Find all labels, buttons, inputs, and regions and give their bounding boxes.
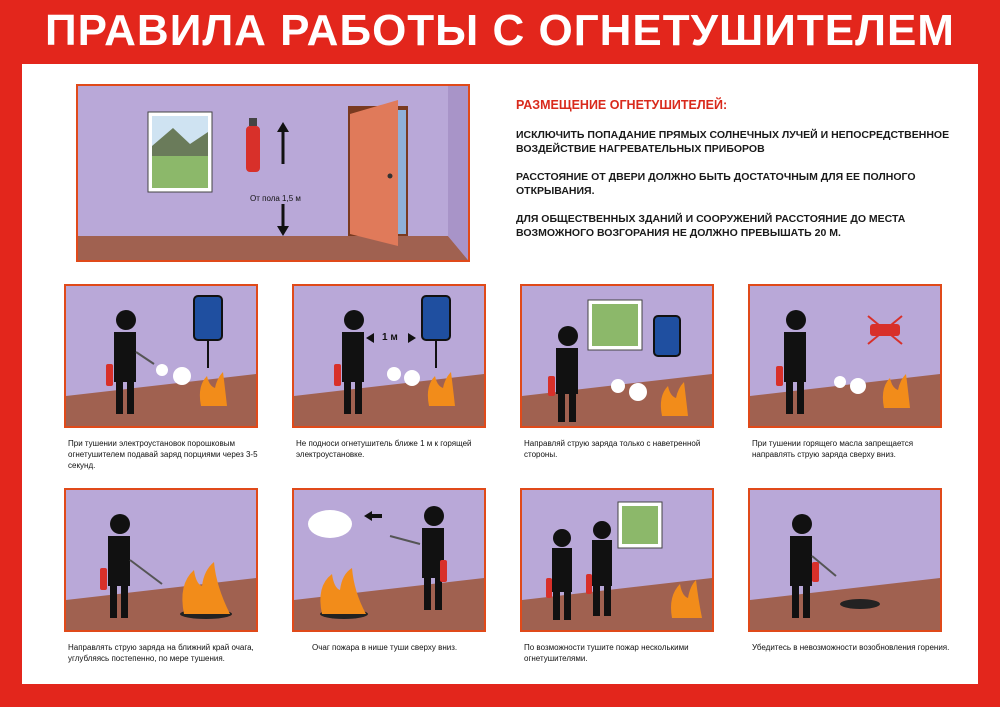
poster-sheet xyxy=(22,64,978,684)
scene-windward xyxy=(520,284,714,428)
caption-7: По возможности тушите пожар несколькими огнетушителями. xyxy=(524,643,689,663)
placement-rule: ИСКЛЮЧИТЬ ПОПАДАНИЕ ПРЯМЫХ СОЛНЕЧНЫХ ЛУЧЕЙ И НЕПОСРЕДСТВЕННОЕ ВОЗДЕЙСТВИЕ НАГРЕВАТЕЛЬНЫХ ПРИБОРОВ xyxy=(516,129,950,155)
scene-verify-extinguished xyxy=(748,488,942,632)
distance-label: 1 м xyxy=(382,332,398,343)
caption-8: Убедитесь в невозможности возобновления горения. xyxy=(752,643,950,652)
height-label: От пола 1,5 м xyxy=(250,194,301,203)
scene-oil-fire xyxy=(748,284,942,428)
caption-4: При тушении горящего масла запрещается направлять струю заряда сверху вниз. xyxy=(752,439,914,459)
scene-near-edge xyxy=(64,488,258,632)
caption-5: Направлять струю заряда на ближний край очага, углубляясь постепенно, по мере тушения. xyxy=(68,643,254,663)
caption-3: Направляй струю заряда только с наветренной стороны. xyxy=(524,439,701,459)
scene-multiple-extinguishers xyxy=(520,488,714,632)
placement-info xyxy=(516,98,956,254)
room-illustration xyxy=(76,84,470,262)
scene-distance-1m xyxy=(292,284,486,428)
placement-heading: РАЗМЕЩЕНИЕ ОГНЕТУШИТЕЛЕЙ: xyxy=(516,98,728,112)
caption-6: Очаг пожара в нише туши сверху вниз. xyxy=(312,643,458,652)
placement-rule: ДЛЯ ОБЩЕСТВЕННЫХ ЗДАНИЙ И СООРУЖЕНИЙ РАССТОЯНИЕ ДО МЕСТА ВОЗМОЖНОГО ВОЗГОРАНИЯ НЕ ДОЛЖНО ПРЕВЫШАТЬ 20 М. xyxy=(516,213,906,239)
caption-1: При тушении электроустановок порошковым огнетушителем подавай заряд порциями через 3-5 секунд. xyxy=(68,439,258,470)
caption-2: Не подноси огнетушитель ближе 1 м к горящей электроустановке. xyxy=(296,439,472,459)
placement-rule: РАССТОЯНИЕ ОТ ДВЕРИ ДОЛЖНО БЫТЬ ДОСТАТОЧНЫМ ДЛЯ ЕЕ ПОЛНОГО ОТКРЫВАНИЯ. xyxy=(516,171,916,197)
poster-title: ПРАВИЛА РАБОТЫ С ОГНЕТУШИТЕЛЕМ xyxy=(45,6,955,55)
scene-niche-fire xyxy=(292,488,486,632)
scene-electrical-powder xyxy=(64,284,258,428)
